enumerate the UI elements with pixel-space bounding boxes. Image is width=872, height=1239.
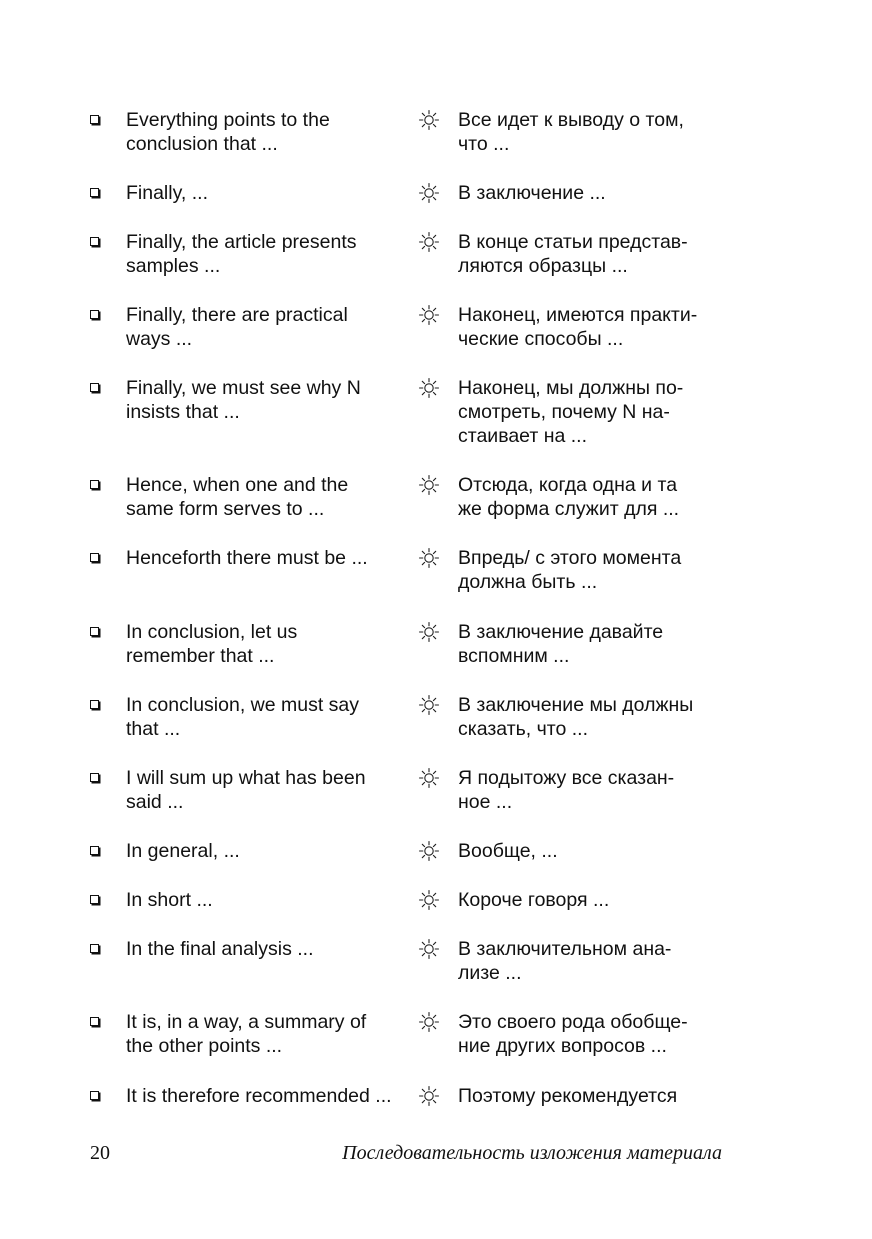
checkbox-bullet-icon [90, 1091, 99, 1100]
english-phrase: In conclusion, we must say that ... [126, 694, 360, 740]
sun-icon [418, 1011, 440, 1033]
sun-icon [418, 474, 440, 496]
russian-translation: Отсюда, когда одна и та же форма служит для ... [458, 474, 680, 520]
sun-icon [418, 840, 440, 862]
english-phrase: Henceforth there must be ... [126, 547, 368, 569]
checkbox-bullet-icon [90, 700, 99, 709]
english-phrase: I will sum up what has been said ... [126, 767, 366, 813]
english-phrase: It is therefore recommended ... [126, 1085, 392, 1107]
english-phrase: In short ... [126, 889, 213, 911]
checkbox-bullet-icon [90, 237, 99, 246]
english-phrase: Finally, there are practical ways ... [126, 304, 348, 350]
checkbox-bullet-icon [90, 627, 99, 636]
sun-icon [418, 767, 440, 789]
russian-translation: Короче говоря ... [458, 889, 610, 911]
russian-translation: В заключение мы должны сказать, что ... [458, 694, 694, 740]
checkbox-bullet-icon [90, 480, 99, 489]
sun-icon [418, 621, 440, 643]
sun-icon [418, 377, 440, 399]
sun-icon [418, 1085, 440, 1107]
section-title: Последовательность изложения материала [342, 1142, 722, 1164]
russian-translation: В заключение давайте вспомним ... [458, 621, 664, 667]
sun-icon [418, 547, 440, 569]
sun-icon [418, 109, 440, 131]
russian-translation: Я подытожу все сказан- ное ... [458, 767, 675, 813]
english-phrase: Finally, ... [126, 182, 208, 204]
russian-translation: В конце статьи представ- ляются образцы ... [458, 231, 688, 277]
checkbox-bullet-icon [90, 944, 99, 953]
english-phrase: Hence, when one and the same form serves to ... [126, 474, 349, 520]
sun-icon [418, 694, 440, 716]
checkbox-bullet-icon [90, 383, 99, 392]
checkbox-bullet-icon [90, 115, 99, 124]
sun-icon [418, 938, 440, 960]
russian-translation: Наконец, мы должны по- смотреть, почему N на- стаивает на ... [458, 377, 684, 447]
checkbox-bullet-icon [90, 310, 99, 319]
russian-translation: Это своего рода обобще- ние других вопросов ... [458, 1011, 688, 1057]
english-phrase: In conclusion, let us remember that ... [126, 621, 298, 667]
russian-translation: Наконец, имеются практи- ческие способы ... [458, 304, 698, 350]
sun-icon [418, 304, 440, 326]
page-number: 20 [90, 1142, 110, 1164]
checkbox-bullet-icon [90, 1017, 99, 1026]
sun-icon [418, 889, 440, 911]
checkbox-bullet-icon [90, 188, 99, 197]
english-phrase: It is, in a way, a summary of the other points ... [126, 1011, 367, 1057]
english-phrase: In general, ... [126, 840, 240, 862]
checkbox-bullet-icon [90, 846, 99, 855]
russian-translation: Поэтому рекомендуется [458, 1085, 678, 1107]
checkbox-bullet-icon [90, 773, 99, 782]
checkbox-bullet-icon [90, 895, 99, 904]
russian-translation: Все идет к выводу о том, что ... [458, 109, 684, 155]
sun-icon [418, 182, 440, 204]
english-phrase: Everything points to the conclusion that ... [126, 109, 330, 155]
english-phrase: Finally, the article presents samples ... [126, 231, 357, 277]
russian-translation: В заключительном ана- лизе ... [458, 938, 672, 984]
checkbox-bullet-icon [90, 553, 99, 562]
russian-translation: Вообще, ... [458, 840, 558, 862]
sun-icon [418, 231, 440, 253]
russian-translation: Впредь/ с этого момента должна быть ... [458, 547, 682, 593]
english-phrase: Finally, we must see why N insists that ... [126, 377, 361, 423]
russian-translation: В заключение ... [458, 182, 606, 204]
english-phrase: In the final analysis ... [126, 938, 314, 960]
